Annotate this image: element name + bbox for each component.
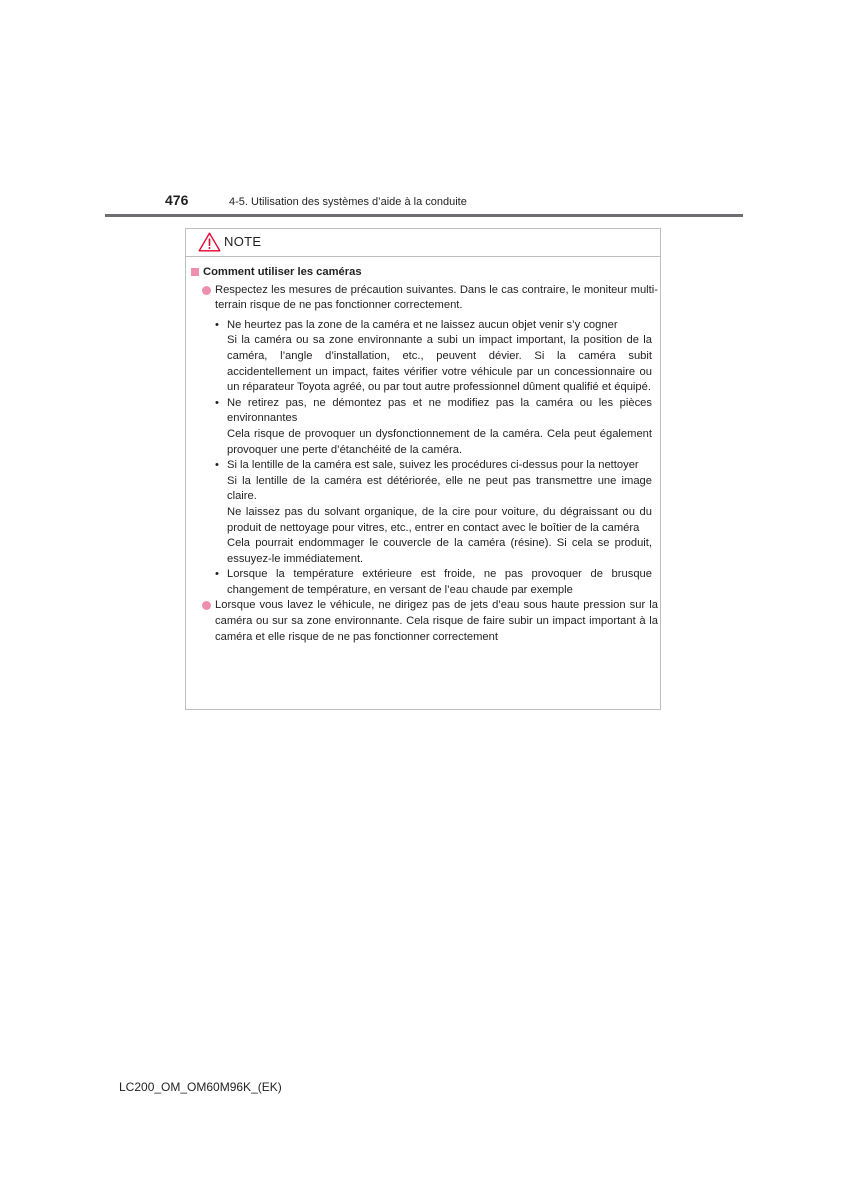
sublist-item-body: Si la caméra ou sa zone environnante a subi un impact important, la position de la caméra, l’angle d’installation, etc., peuvent dévier. Si la caméra subit accidentellement un impact, faites vérifier votre véhicule par un concessionnaire ou un réparateur Toyota agréé, ou par tout autre professionnel dûment qualifié et équipé. [227,334,652,394]
circle-bullet-icon [202,286,211,295]
sublist-item-body: Ne laissez pas du solvant organique, de la cire pour voiture, du dégraissant ou du produit de nettoyage pour vitres, etc., entrer en contact avec le boîtier de la caméra [227,505,652,534]
sublist-item-title: Ne retirez pas, ne démontez pas et ne modifiez pas la caméra ou les pièces environnantes [227,396,652,425]
note-title: NOTE [224,234,262,249]
section-title: 4-5. Utilisation des systèmes d’aide à la conduite [229,196,467,208]
document-code: LC200_OM_OM60M96K_(EK) [119,1080,282,1094]
washing-point [190,598,658,645]
sublist-item-temperature [190,567,658,598]
note-box [185,228,661,710]
note-body [190,265,658,645]
sublist-item-title: Si la lentille de la caméra est sale, suivez les procédures ci-dessus pour la nettoyer [227,459,639,472]
page-number: 476 [165,192,189,208]
sublist-item-impact [190,318,658,396]
section-heading [190,265,658,281]
sublist-item-body: Cela risque de provoquer un dysfonctionnement de la caméra. Cela peut également provoquer une perte d’étanchéité de la caméra. [227,427,652,456]
note-header [186,229,660,257]
sublist-item-dismantle [190,396,658,458]
square-bullet-icon [191,268,199,276]
header-rule [105,214,743,217]
dot-bullet-icon: • [215,568,219,581]
circle-bullet-icon [202,601,211,610]
precaution-sublist [190,318,658,599]
dot-bullet-icon: • [215,396,219,409]
dot-bullet-icon: • [215,459,219,472]
sublist-item-body: Si la lentille de la caméra est détériorée, elle ne peut pas transmettre une image claire. [227,474,652,503]
section-heading-text: Comment utiliser les caméras [203,266,362,278]
sublist-item-body: Cela pourrait endommager le couvercle de la caméra (résine). Si cela se produit, essuyez-le immédiatement. [227,537,652,565]
warning-triangle-icon [198,232,221,252]
sublist-item-title: Ne heurtez pas la zone de la caméra et ne laissez aucun objet venir s’y cogner [227,318,618,331]
precaution-point [190,283,658,314]
washing-point-text: Lorsque vous lavez le véhicule, ne dirigez pas de jets d’eau sous haute pression sur la caméra ou sur sa zone environnante. Cela risque de faire subir un impact important à la caméra et elle risque de ne pas fonctionner correctement [215,599,658,643]
precaution-point-text: Respectez les mesures de précaution suivantes. Dans le cas contraire, le moniteur multi-terrain risque de ne pas fonctionner correctement. [215,283,658,312]
sublist-item-dirty-lens [190,458,658,567]
dot-bullet-icon: • [215,318,219,331]
sublist-item-text: Lorsque la température extérieure est froide, ne pas provoquer de brusque changement de température, en versant de l’eau chaude par exemple [227,568,652,596]
